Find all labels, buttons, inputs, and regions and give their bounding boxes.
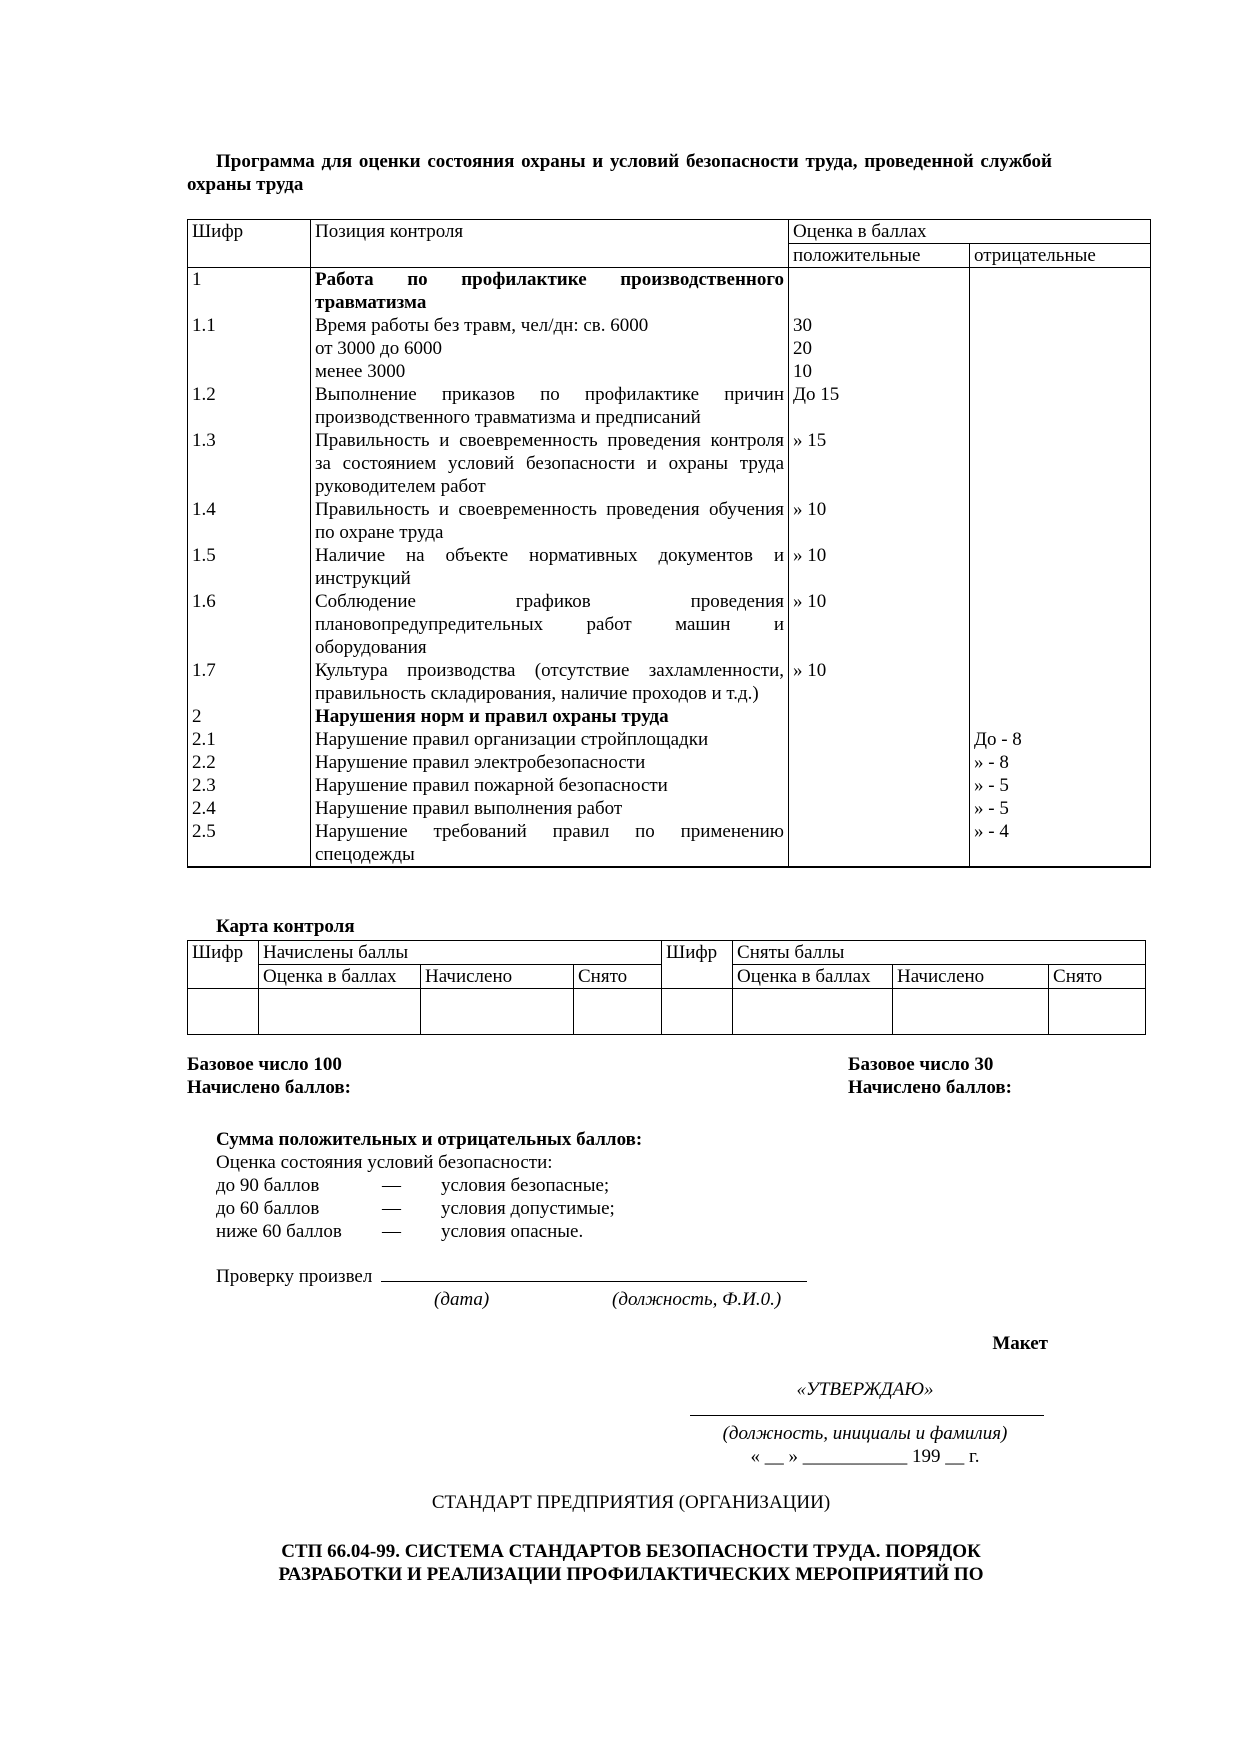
table-row bbox=[188, 590, 1151, 659]
summary-dash: — bbox=[382, 1175, 401, 1196]
check-position-hint: (должность, Ф.И.0.) bbox=[612, 1289, 782, 1310]
row-code: 1.3 bbox=[188, 429, 311, 498]
row-text: Соблюдение графиков проведения плановопредупредительных работ машин и оборудования bbox=[311, 590, 789, 659]
card-score-left: Оценка в баллах bbox=[259, 965, 421, 989]
row-code: 2.2 bbox=[188, 751, 311, 774]
row-positive: » 10 bbox=[789, 498, 970, 544]
row-code: 1.1 bbox=[188, 314, 311, 337]
row-code: 2.5 bbox=[188, 820, 311, 867]
table-row bbox=[188, 498, 1151, 544]
header-code: Шифр bbox=[188, 220, 311, 268]
check-signature-line bbox=[381, 1264, 807, 1282]
standard-title: СТАНДАРТ ПРЕДПРИЯТИЯ (ОРГАНИЗАЦИИ) bbox=[431, 1492, 831, 1513]
card-cell bbox=[662, 989, 733, 1035]
row-text: менее 3000 bbox=[311, 360, 789, 383]
table-row bbox=[188, 659, 1151, 705]
summary-condition: условия опасные. bbox=[441, 1221, 584, 1242]
row-positive bbox=[789, 268, 970, 315]
card-accrued-left: Начислено bbox=[421, 965, 574, 989]
base-left-accrued: Начислено баллов: bbox=[187, 1077, 352, 1098]
stp-title-line2: РАЗРАБОТКИ И РЕАЛИЗАЦИИ ПРОФИЛАКТИЧЕСКИХ МЕРОПРИЯТИЙ ПО bbox=[278, 1564, 984, 1585]
summary-lines bbox=[216, 1174, 916, 1243]
row-code: 2 bbox=[188, 705, 311, 728]
card-code-left: Шифр bbox=[188, 941, 259, 989]
summary bbox=[216, 1128, 916, 1243]
row-code bbox=[188, 360, 311, 383]
row-code bbox=[188, 337, 311, 360]
check-label: Проверку произвел bbox=[216, 1266, 373, 1287]
card-score-right: Оценка в баллах bbox=[733, 965, 893, 989]
row-text: Время работы без травм, чел/дн: св. 6000 bbox=[311, 314, 789, 337]
card-cell bbox=[421, 989, 574, 1035]
row-negative bbox=[970, 705, 1151, 728]
row-negative: » - 4 bbox=[970, 820, 1151, 867]
table-body bbox=[188, 268, 1151, 868]
row-positive: 30 bbox=[789, 314, 970, 337]
table-row bbox=[188, 429, 1151, 498]
check-date-hint: (дата) bbox=[434, 1289, 490, 1310]
row-positive bbox=[789, 751, 970, 774]
summary-line bbox=[216, 1174, 916, 1197]
row-positive bbox=[789, 797, 970, 820]
row-text: Работа по профилактике производственного травматизма bbox=[311, 268, 789, 315]
header-negative: отрицательные bbox=[970, 244, 1151, 268]
row-negative bbox=[970, 498, 1151, 544]
summary-subtitle: Оценка состояния условий безопасности: bbox=[216, 1152, 553, 1173]
row-positive bbox=[789, 774, 970, 797]
row-negative bbox=[970, 659, 1151, 705]
base-right-label: Базовое число 30 bbox=[848, 1054, 994, 1075]
row-positive: » 10 bbox=[789, 659, 970, 705]
table-row bbox=[188, 268, 1151, 315]
table-row bbox=[188, 544, 1151, 590]
row-text: Нарушение правил электробезопасности bbox=[311, 751, 789, 774]
stp-title-line1: СТП 66.04-99. СИСТЕМА СТАНДАРТОВ БЕЗОПАСНОСТИ ТРУДА. ПОРЯДОК bbox=[281, 1541, 981, 1562]
row-negative bbox=[970, 383, 1151, 429]
row-negative bbox=[970, 268, 1151, 315]
approve-title: «УТВЕРЖДАЮ» bbox=[796, 1379, 934, 1400]
table-row bbox=[188, 751, 1151, 774]
control-positions-table bbox=[187, 219, 1151, 868]
row-code: 2.3 bbox=[188, 774, 311, 797]
row-code: 1.4 bbox=[188, 498, 311, 544]
base-left-label: Базовое число 100 bbox=[187, 1054, 342, 1075]
row-code: 1.6 bbox=[188, 590, 311, 659]
summary-range: ниже 60 баллов bbox=[216, 1221, 342, 1242]
table-row bbox=[188, 705, 1151, 728]
check-line bbox=[216, 1264, 807, 1288]
summary-condition: условия допустимые; bbox=[441, 1198, 615, 1219]
row-text: Нарушения норм и правил охраны труда bbox=[311, 705, 789, 728]
table-row bbox=[188, 337, 1151, 360]
row-negative bbox=[970, 590, 1151, 659]
table-row bbox=[188, 383, 1151, 429]
summary-range: до 60 баллов bbox=[216, 1198, 320, 1219]
stp-title bbox=[187, 1540, 1075, 1586]
card-accrued-right: Начислено bbox=[893, 965, 1049, 989]
row-positive bbox=[789, 705, 970, 728]
row-code: 2.4 bbox=[188, 797, 311, 820]
control-card-title: Карта контроля bbox=[216, 916, 355, 937]
row-positive: До 15 bbox=[789, 383, 970, 429]
row-negative bbox=[970, 544, 1151, 590]
row-positive: 10 bbox=[789, 360, 970, 383]
summary-dash: — bbox=[382, 1198, 401, 1219]
row-text: Нарушение требований правил по применению спецодежды bbox=[311, 820, 789, 867]
row-negative: » - 5 bbox=[970, 797, 1151, 820]
row-positive: » 15 bbox=[789, 429, 970, 498]
row-negative bbox=[970, 360, 1151, 383]
row-text: Нарушение правил организации стройплощадки bbox=[311, 728, 789, 751]
summary-title: Сумма положительных и отрицательных баллов: bbox=[216, 1129, 643, 1150]
row-negative: » - 5 bbox=[970, 774, 1151, 797]
card-removed: Сняты баллы bbox=[733, 941, 1146, 965]
row-negative: До - 8 bbox=[970, 728, 1151, 751]
summary-dash: — bbox=[382, 1221, 401, 1242]
row-code: 1.5 bbox=[188, 544, 311, 590]
row-negative bbox=[970, 314, 1151, 337]
card-taken-left: Снято bbox=[574, 965, 662, 989]
row-positive: » 10 bbox=[789, 590, 970, 659]
summary-line bbox=[216, 1220, 916, 1243]
header-position: Позиция контроля bbox=[311, 220, 789, 268]
row-code: 2.1 bbox=[188, 728, 311, 751]
base-right bbox=[848, 1053, 1012, 1099]
approve-hint: (должность, инициалы и фамилия) bbox=[722, 1423, 1008, 1444]
maket-label: Макет bbox=[992, 1333, 1048, 1354]
row-text: Правильность и своевременность проведения контроля за состоянием условий безопасности и охраны труда руководителем работ bbox=[311, 429, 789, 498]
row-negative bbox=[970, 337, 1151, 360]
row-code: 1 bbox=[188, 268, 311, 315]
summary-line bbox=[216, 1197, 916, 1220]
table-row bbox=[188, 314, 1151, 337]
card-taken-right: Снято bbox=[1049, 965, 1146, 989]
row-code: 1.7 bbox=[188, 659, 311, 705]
program-title: Программа для оценки состояния охраны и условий безопасности труда, проведенной службой охраны труда bbox=[187, 151, 1052, 195]
row-text: Правильность и своевременность проведения обучения по охране труда bbox=[311, 498, 789, 544]
approve-date: « __ » ___________ 199 __ г. bbox=[750, 1446, 980, 1467]
row-text: Нарушение правил выполнения работ bbox=[311, 797, 789, 820]
row-text: Нарушение правил пожарной безопасности bbox=[311, 774, 789, 797]
table-row bbox=[188, 820, 1151, 867]
summary-range: до 90 баллов bbox=[216, 1175, 320, 1196]
approve-signature-line bbox=[690, 1397, 1044, 1416]
row-negative: » - 8 bbox=[970, 751, 1151, 774]
card-cell bbox=[733, 989, 893, 1035]
table-row bbox=[188, 774, 1151, 797]
row-positive bbox=[789, 728, 970, 751]
card-code-right: Шифр bbox=[662, 941, 733, 989]
card-cell bbox=[259, 989, 421, 1035]
row-text: Культура производства (отсутствие захламленности, правильность складирования, наличие проходов и т.д.) bbox=[311, 659, 789, 705]
table-row bbox=[188, 797, 1151, 820]
control-card-table bbox=[187, 940, 1146, 1035]
row-text: Наличие на объекте нормативных документов и инструкций bbox=[311, 544, 789, 590]
header-score: Оценка в баллах bbox=[789, 220, 1151, 244]
card-awarded: Начислены баллы bbox=[259, 941, 662, 965]
summary-condition: условия безопасные; bbox=[441, 1175, 610, 1196]
row-text: от 3000 до 6000 bbox=[311, 337, 789, 360]
base-right-accrued: Начислено баллов: bbox=[848, 1077, 1013, 1098]
header-positive: положительные bbox=[789, 244, 970, 268]
table-row bbox=[188, 728, 1151, 751]
table-row bbox=[188, 360, 1151, 383]
row-negative bbox=[970, 429, 1151, 498]
card-cell bbox=[574, 989, 662, 1035]
row-code: 1.2 bbox=[188, 383, 311, 429]
row-text: Выполнение приказов по профилактике причин производственного травматизма и предписаний bbox=[311, 383, 789, 429]
row-positive: 20 bbox=[789, 337, 970, 360]
base-left bbox=[187, 1053, 351, 1099]
row-positive bbox=[789, 820, 970, 867]
card-cell bbox=[893, 989, 1049, 1035]
card-cell bbox=[188, 989, 259, 1035]
card-cell bbox=[1049, 989, 1146, 1035]
row-positive: » 10 bbox=[789, 544, 970, 590]
